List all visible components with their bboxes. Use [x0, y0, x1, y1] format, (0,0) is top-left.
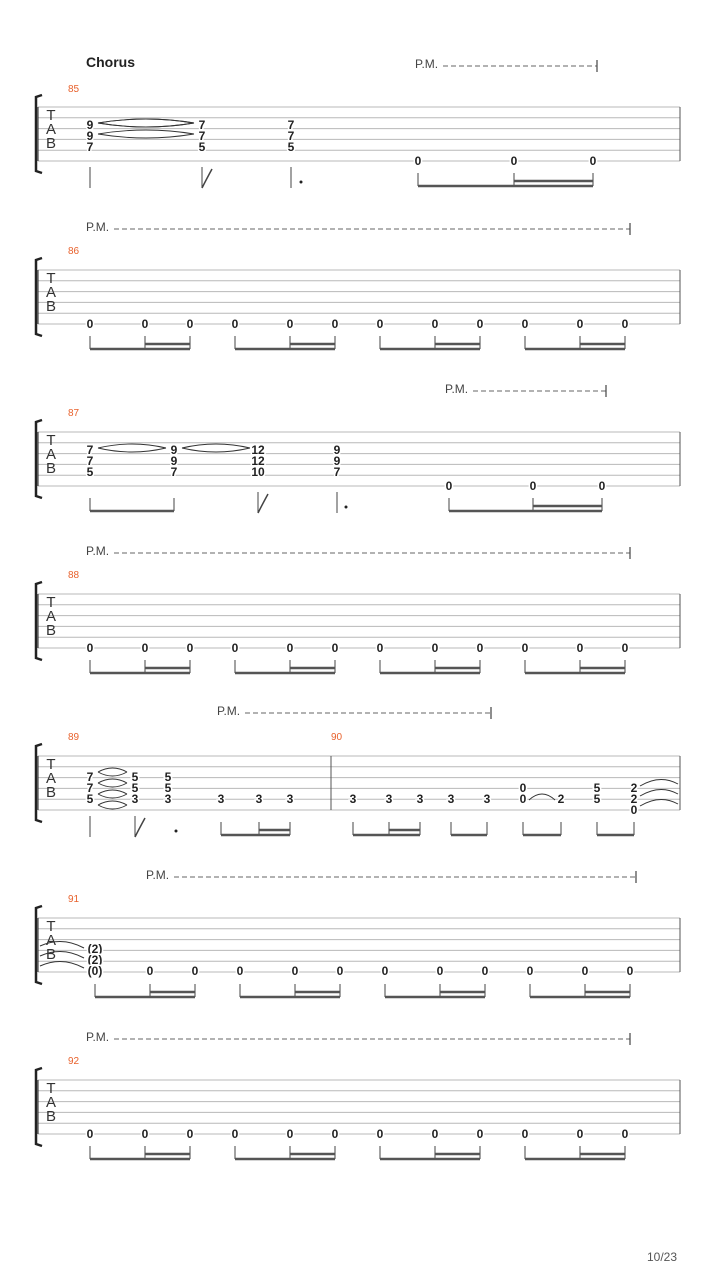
tab-clef-letter: A: [45, 608, 57, 626]
slide-curve: [182, 444, 250, 448]
fret-number: 0: [431, 317, 439, 331]
fret-number: 3: [349, 792, 357, 806]
fret-number: 7: [333, 465, 341, 479]
fret-number: 0: [576, 1127, 584, 1141]
fret-number: 2: [630, 792, 638, 806]
fret-number: 2: [630, 781, 638, 795]
tab-clef-letter: T: [46, 756, 56, 773]
tab-clef-letter: B: [45, 946, 57, 964]
fret-number: 0: [481, 964, 489, 978]
fret-number: 0: [86, 317, 94, 331]
tab-clef-letter: A: [45, 121, 57, 139]
fret-number: 0: [476, 641, 484, 655]
fret-number: 9: [333, 443, 341, 457]
fret-number: 0: [630, 803, 638, 817]
tab-clef-letter: B: [45, 784, 57, 802]
fret-number: 5: [593, 781, 601, 795]
tab-clef-letter: A: [45, 1094, 57, 1112]
palm-mute-label: P.M.: [217, 704, 241, 718]
fret-number: 0: [141, 1127, 149, 1141]
fret-number: 0: [376, 641, 384, 655]
note-flag: [258, 494, 268, 513]
palm-mute-label: P.M.: [445, 382, 469, 396]
fret-number: 5: [287, 140, 295, 154]
section-label: Chorus: [86, 54, 135, 70]
fret-number: 0: [336, 964, 344, 978]
fret-number: 9: [333, 454, 341, 468]
fret-number: 0: [521, 641, 529, 655]
slide-curve: [98, 805, 127, 809]
palm-mute-label: P.M.: [86, 220, 110, 234]
tab-clef-letter: B: [45, 298, 57, 316]
slide-curve: [98, 779, 127, 783]
fret-number: 0: [286, 641, 294, 655]
fret-number: 9: [86, 129, 94, 143]
fret-number: 7: [170, 465, 178, 479]
fret-number: 0: [431, 1127, 439, 1141]
fret-number: 7: [198, 118, 206, 132]
tab-clef-letter: A: [45, 446, 57, 464]
fret-number: 0: [519, 792, 527, 806]
fret-number: 0: [331, 641, 339, 655]
slide-curve: [98, 123, 194, 127]
fret-number: 5: [164, 781, 172, 795]
fret-number: 12: [251, 443, 265, 457]
fret-number: 0: [589, 154, 597, 168]
fret-number: 3: [217, 792, 225, 806]
palm-mute-label: P.M.: [415, 57, 439, 71]
fret-number: 0: [236, 964, 244, 978]
tab-clef-letter: T: [46, 1080, 56, 1097]
fret-number: 0: [286, 317, 294, 331]
fret-number: 0: [598, 479, 606, 493]
fret-number: 0: [621, 1127, 629, 1141]
fret-number: 0: [331, 317, 339, 331]
fret-number: 9: [170, 454, 178, 468]
note-flag: [135, 818, 145, 837]
fret-number: 0: [231, 1127, 239, 1141]
fret-number: 7: [86, 781, 94, 795]
fret-number: 3: [385, 792, 393, 806]
fret-number: 0: [436, 964, 444, 978]
fret-number: 5: [131, 781, 139, 795]
fret-number: 0: [186, 1127, 194, 1141]
tab-clef-letter: A: [45, 770, 57, 788]
fret-number: 0: [86, 1127, 94, 1141]
fret-number: 0: [376, 317, 384, 331]
fret-number: 7: [86, 443, 94, 457]
fret-number: 2: [557, 792, 565, 806]
slide-curve: [98, 130, 194, 134]
fret-number: 0: [576, 641, 584, 655]
fret-number: 0: [381, 964, 389, 978]
fret-number: 0: [431, 641, 439, 655]
tab-clef-letter: B: [45, 460, 57, 478]
fret-number: 5: [593, 792, 601, 806]
fret-number: 0: [186, 641, 194, 655]
page-number: 10/23: [646, 1250, 677, 1264]
fret-number: 0: [526, 964, 534, 978]
rhythm-dot: [175, 830, 178, 833]
palm-mute-label: P.M.: [146, 868, 170, 882]
fret-number: 0: [445, 479, 453, 493]
fret-number: 0: [141, 641, 149, 655]
fret-number: 0: [521, 317, 529, 331]
fret-number: 0: [626, 964, 634, 978]
fret-number: 7: [86, 770, 94, 784]
fret-number: (0): [87, 964, 103, 978]
tab-clef-letter: B: [45, 1108, 57, 1126]
slide-curve: [98, 768, 127, 772]
fret-number: 7: [287, 129, 295, 143]
measure-number: 91: [68, 894, 80, 905]
measure-number: 87: [68, 408, 80, 419]
fret-number: 12: [251, 454, 265, 468]
rhythm-dot: [345, 506, 348, 509]
fret-number: 0: [191, 964, 199, 978]
fret-number: 5: [198, 140, 206, 154]
fret-number: (2): [87, 942, 103, 956]
fret-number: 9: [170, 443, 178, 457]
tab-clef-letter: B: [45, 135, 57, 153]
tab-clef-letter: T: [46, 594, 56, 611]
fret-number: 5: [164, 770, 172, 784]
fret-number: (2): [87, 953, 103, 967]
slide-curve: [98, 448, 166, 452]
fret-number: 3: [164, 792, 172, 806]
tab-clef-letter: B: [45, 622, 57, 640]
measure-number: 85: [68, 84, 80, 95]
fret-number: 3: [286, 792, 294, 806]
slide-curve: [98, 783, 127, 787]
fret-number: 3: [447, 792, 455, 806]
fret-number: 0: [476, 317, 484, 331]
measure-number: 88: [68, 570, 80, 581]
palm-mute-label: P.M.: [86, 1030, 110, 1044]
fret-number: 7: [86, 140, 94, 154]
slide-curve: [98, 790, 127, 794]
fret-number: 7: [287, 118, 295, 132]
fret-number: 0: [86, 641, 94, 655]
tie-out: [640, 789, 678, 796]
measure-number: 90: [331, 732, 343, 743]
fret-number: 7: [86, 454, 94, 468]
slide-curve: [98, 119, 194, 123]
tab-clef-letter: T: [46, 270, 56, 287]
fret-number: 3: [416, 792, 424, 806]
rhythm-dot: [300, 181, 303, 184]
fret-number: 3: [131, 792, 139, 806]
fret-number: 0: [414, 154, 422, 168]
fret-number: 0: [291, 964, 299, 978]
fret-number: 5: [131, 770, 139, 784]
palm-mute-label: P.M.: [86, 544, 110, 558]
fret-number: 10: [251, 465, 265, 479]
fret-number: 9: [86, 118, 94, 132]
slide-curve: [182, 448, 250, 452]
fret-number: 0: [146, 964, 154, 978]
fret-number: 0: [231, 641, 239, 655]
tab-clef-letter: A: [45, 932, 57, 950]
fret-number: 0: [521, 1127, 529, 1141]
tab-clef-letter: T: [46, 918, 56, 935]
slide-curve: [98, 801, 127, 805]
fret-number: 7: [198, 129, 206, 143]
fret-number: 0: [621, 317, 629, 331]
tie-out: [640, 799, 678, 806]
fret-number: 0: [529, 479, 537, 493]
fret-number: 0: [331, 1127, 339, 1141]
fret-number: 0: [141, 317, 149, 331]
tab-clef-letter: T: [46, 107, 56, 124]
tab-clef-letter: T: [46, 432, 56, 449]
measure-number: 89: [68, 732, 80, 743]
fret-number: 0: [286, 1127, 294, 1141]
slide-curve: [98, 772, 127, 776]
fret-number: 0: [581, 964, 589, 978]
measure-number: 92: [68, 1056, 80, 1067]
fret-number: 0: [510, 154, 518, 168]
fret-number: 0: [231, 317, 239, 331]
slide-curve: [98, 794, 127, 798]
fret-number: 0: [476, 1127, 484, 1141]
slide-curve: [98, 444, 166, 448]
tie-out: [640, 779, 678, 786]
fret-number: 0: [519, 781, 527, 795]
fret-number: 3: [255, 792, 263, 806]
fret-number: 0: [576, 317, 584, 331]
fret-number: 0: [186, 317, 194, 331]
tab-clef-letter: A: [45, 284, 57, 302]
slide-curve: [98, 134, 194, 138]
fret-number: 5: [86, 792, 94, 806]
measure-number: 86: [68, 246, 80, 257]
fret-number: 5: [86, 465, 94, 479]
fret-number: 3: [483, 792, 491, 806]
fret-number: 0: [621, 641, 629, 655]
note-flag: [202, 169, 212, 188]
fret-number: 0: [376, 1127, 384, 1141]
